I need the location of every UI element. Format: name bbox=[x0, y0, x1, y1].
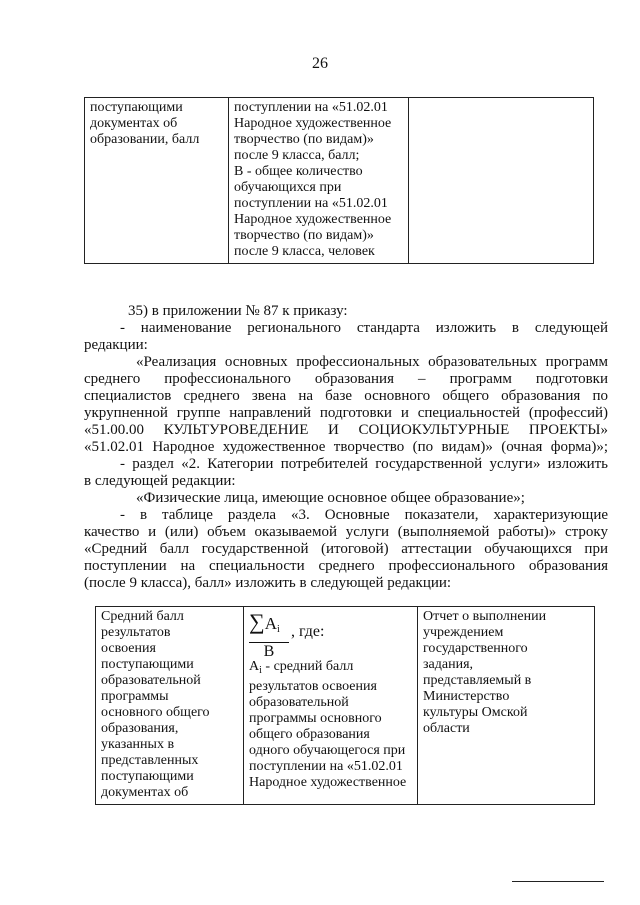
formula-numerator bbox=[249, 611, 289, 643]
text-line: поступлении на «51.02.01 bbox=[234, 100, 388, 115]
text-line: поступающими bbox=[101, 657, 194, 672]
text-line: - наименование регионального стандарта изложить в следующей bbox=[120, 320, 608, 336]
paragraph bbox=[96, 456, 608, 473]
text-line: образовательной bbox=[249, 695, 349, 710]
text-line: программы bbox=[101, 689, 169, 704]
text-line: «Реализация основных профессиональных образовательных программ bbox=[136, 354, 608, 370]
text-fragment: - средний балл bbox=[265, 659, 354, 674]
formula-a: A bbox=[264, 614, 277, 633]
text-line: «Средний балл государственной (итоговой) аттестации обучающихся при bbox=[84, 541, 608, 557]
table2-cell-source bbox=[418, 607, 595, 805]
paragraph bbox=[84, 371, 608, 456]
table1-cell-indicator bbox=[85, 98, 229, 264]
text-line: поступлении на «51.02.01 bbox=[249, 759, 403, 774]
indicator-table-new bbox=[95, 606, 595, 805]
variable-a: A bbox=[249, 659, 260, 674]
paragraph bbox=[96, 303, 608, 320]
text-line: В - общее количество bbox=[234, 164, 363, 179]
text-line: результатов bbox=[101, 625, 171, 640]
text-line: поступающими bbox=[90, 100, 183, 115]
formula bbox=[249, 611, 413, 659]
text-line: документах об bbox=[90, 116, 178, 131]
formula-subscript: i bbox=[276, 624, 280, 635]
table-row bbox=[96, 607, 595, 805]
text-line bbox=[249, 659, 413, 679]
text-line: обучающихся при bbox=[234, 180, 342, 195]
table-row bbox=[85, 98, 594, 264]
text-line: указанных в bbox=[101, 737, 175, 752]
table1-cell-formula bbox=[229, 98, 409, 264]
table2-cell-indicator bbox=[96, 607, 244, 805]
text-line: общего образования bbox=[249, 727, 370, 742]
paragraph bbox=[96, 320, 608, 337]
text-line: «51.00.00 КУЛЬТУРОВЕДЕНИЕ И СОЦИОКУЛЬТУРНЫЕ ПРОЕКТЫ» bbox=[84, 422, 608, 438]
text-line: основного общего bbox=[101, 705, 210, 720]
text-line: образовательной bbox=[101, 673, 201, 688]
text-line: государственного bbox=[423, 641, 528, 656]
formula-where: , где: bbox=[291, 623, 325, 640]
variable-subscript: i bbox=[259, 665, 262, 676]
paragraph bbox=[96, 490, 608, 507]
formula-denominator: B bbox=[263, 643, 275, 660]
text-line: Отчет о выполнении bbox=[423, 609, 547, 624]
text-line: поступлении на «51.02.01 bbox=[234, 196, 388, 211]
indicator-table-continued bbox=[84, 97, 594, 264]
text-line: после 9 класса, человек bbox=[234, 244, 375, 259]
paragraph bbox=[84, 473, 608, 490]
paragraph bbox=[84, 524, 608, 592]
footer-rule bbox=[512, 881, 604, 882]
text-line: 35) в приложении № 87 к приказу: bbox=[128, 303, 348, 319]
sigma-symbol: ∑ bbox=[249, 609, 265, 634]
text-line: программы основного bbox=[249, 711, 382, 726]
text-line: после 9 класса, балл; bbox=[234, 148, 360, 163]
text-line: качество и (или) объем оказываемой услуги (выполняемой работы)» строку bbox=[84, 524, 608, 540]
text-line: специалистов среднего звена на базе основного общего образования по bbox=[84, 388, 608, 404]
text-line: поступающими bbox=[101, 769, 194, 784]
text-line: одного обучающегося при bbox=[249, 743, 406, 758]
amendment-text bbox=[84, 303, 608, 592]
paragraph bbox=[84, 337, 608, 354]
text-line: «Физические лица, имеющие основное общее образование»; bbox=[136, 490, 525, 506]
page-number: 26 bbox=[312, 55, 328, 72]
formula-fraction bbox=[249, 611, 289, 661]
text-line: (после 9 класса), балл» изложить в следующей редакции: bbox=[84, 575, 452, 591]
text-line: результатов освоения bbox=[249, 679, 377, 694]
text-line: Народное художественное bbox=[249, 775, 407, 790]
text-line: в следующей редакции: bbox=[84, 473, 236, 489]
text-line: поступлении на специальности среднего профессионального образования bbox=[84, 558, 608, 574]
paragraph bbox=[96, 354, 608, 371]
text-line: образования, bbox=[101, 721, 179, 736]
text-line: представляемый в bbox=[423, 673, 532, 688]
text-line: Министерство bbox=[423, 689, 510, 704]
text-line: культуры Омской bbox=[423, 705, 528, 720]
text-line: учреждением bbox=[423, 625, 504, 640]
text-line: - в таблице раздела «3. Основные показатели, характеризующие bbox=[120, 507, 608, 523]
text-line: Средний балл bbox=[101, 609, 184, 624]
text-line: Народное художественное bbox=[234, 116, 392, 131]
table2-cell-formula bbox=[244, 607, 418, 805]
text-line: творчество (по видам)» bbox=[234, 228, 374, 243]
text-line: области bbox=[423, 721, 470, 736]
paragraph bbox=[96, 507, 608, 524]
text-line: представленных bbox=[101, 753, 199, 768]
text-line: укрупненной группе направлений подготовки и специальностей (профессий) bbox=[84, 405, 608, 421]
text-line: Народное художественное bbox=[234, 212, 392, 227]
text-line: - раздел «2. Категории потребителей государственной услуги» изложить bbox=[120, 456, 608, 472]
table1-cell-source bbox=[409, 98, 594, 264]
text-line: образовании, балл bbox=[90, 132, 200, 147]
text-line: документах об bbox=[101, 785, 189, 800]
text-line: задания, bbox=[423, 657, 474, 672]
text-line: «51.02.01 Народное художественное творчество (по видам)» (очная форма)»; bbox=[84, 439, 608, 455]
text-line: творчество (по видам)» bbox=[234, 132, 374, 147]
text-line: освоения bbox=[101, 641, 156, 656]
text-line: редакции: bbox=[84, 337, 148, 353]
text-line: среднего профессионального образования – программ подготовки bbox=[84, 371, 608, 387]
